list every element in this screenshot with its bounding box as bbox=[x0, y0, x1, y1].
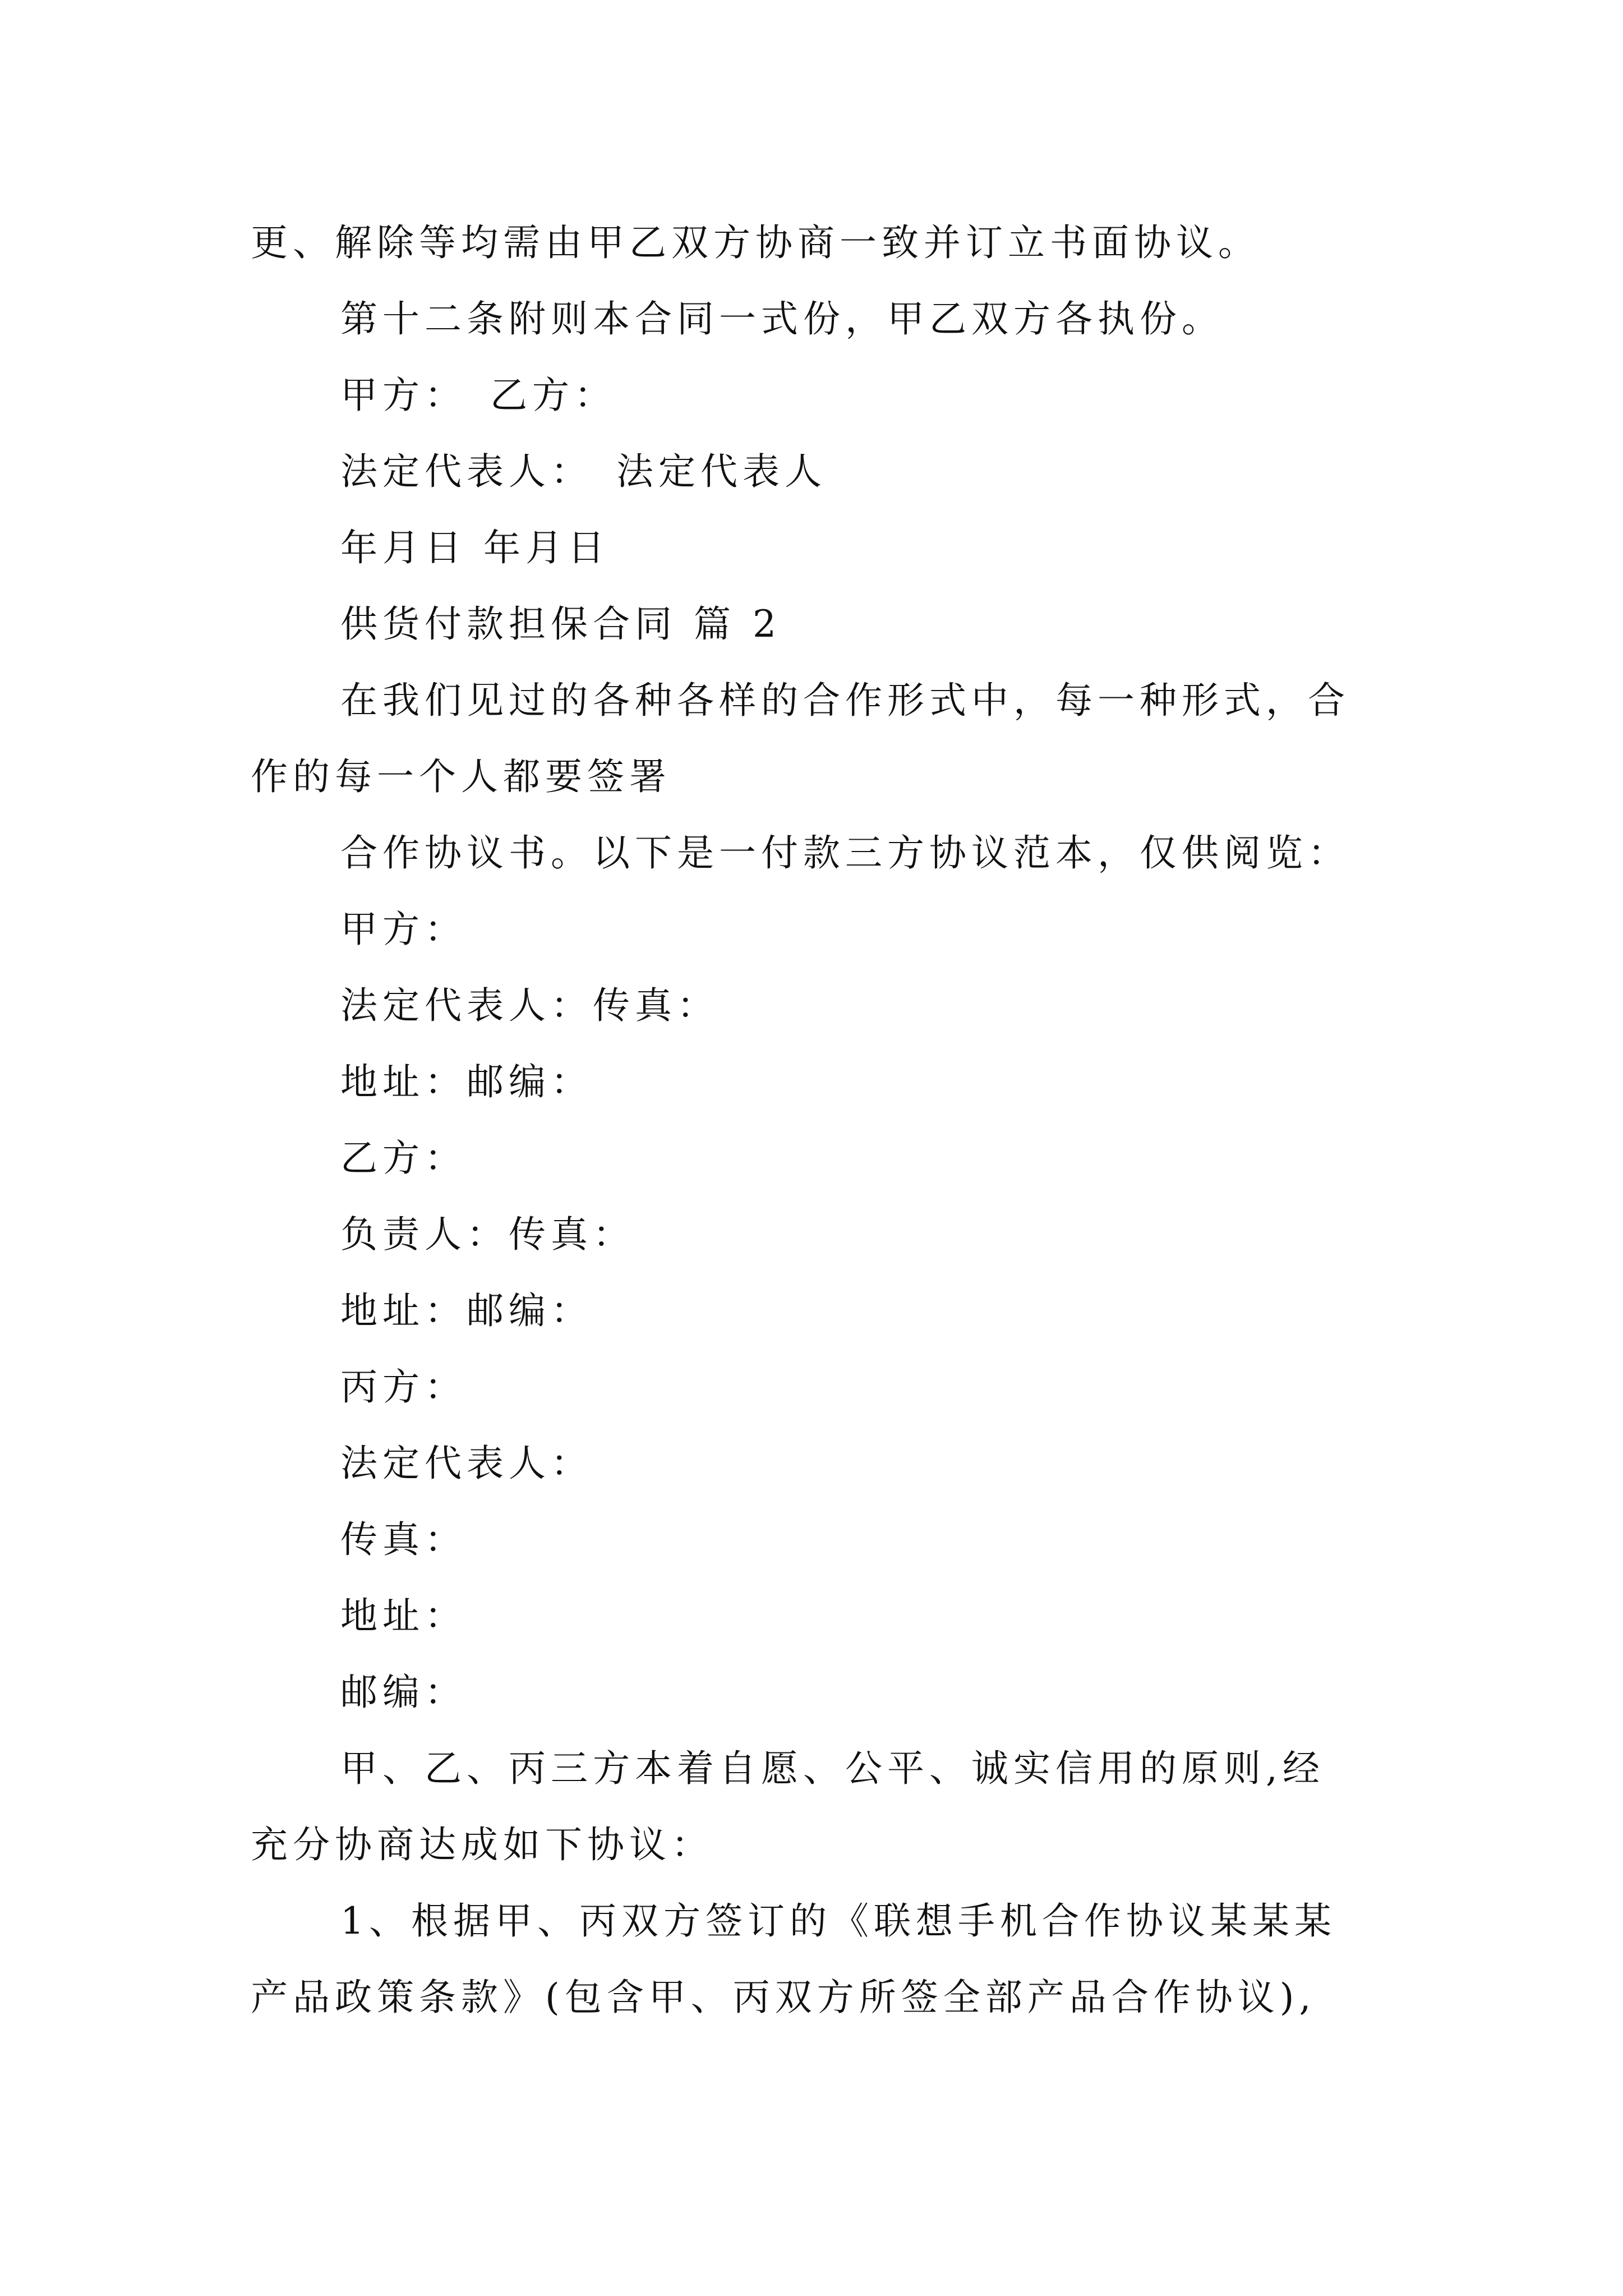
text-line: 甲、乙、丙三方本着自愿、公平、诚实信用的原则,经 bbox=[340, 1747, 1325, 1790]
document-body bbox=[251, 205, 1395, 2036]
text-line: 地址：邮编： bbox=[340, 1289, 593, 1332]
text-line: 丙方： bbox=[340, 1365, 467, 1409]
text-line: 乙方： bbox=[340, 1137, 467, 1180]
text-line: 供货付款担保合同 篇 2 bbox=[340, 602, 781, 646]
text-line: 更、解除等均需由甲乙双方协商一致并订立书面协议。 bbox=[251, 221, 1260, 264]
text-line: 传真： bbox=[340, 1518, 467, 1561]
text-line: 年月日 年月日 bbox=[340, 526, 610, 569]
text-line: 1、根据甲、丙双方签订的《联想手机合作协议某某某 bbox=[340, 1899, 1336, 1943]
text-line: 地址： bbox=[340, 1594, 467, 1637]
text-line: 地址：邮编： bbox=[340, 1060, 593, 1103]
text-line: 法定代表人：传真： bbox=[340, 984, 719, 1027]
text-line: 甲方： bbox=[340, 908, 467, 951]
text-line: 甲方： 乙方： bbox=[340, 374, 616, 417]
text-line: 作的每一个人都要签署 bbox=[251, 755, 671, 798]
text-line: 负责人：传真： bbox=[340, 1213, 635, 1256]
text-line: 在我们见过的各种各样的合作形式中，每一种形式，合 bbox=[340, 679, 1350, 722]
text-line: 充分协商达成如下协议： bbox=[251, 1823, 713, 1866]
text-line: 法定代表人： bbox=[340, 1442, 593, 1485]
text-line: 产品政策条款》(包含甲、丙双方所签全部产品合作协议), bbox=[251, 1976, 1316, 2019]
text-line: 邮编： bbox=[340, 1671, 467, 1714]
text-line: 合作协议书。以下是一付款三方协议范本，仅供阅览： bbox=[340, 831, 1350, 875]
text-line: 第十二条附则本合同一式份，甲乙双方各执份。 bbox=[340, 297, 1224, 341]
text-line: 法定代表人： 法定代表人 bbox=[340, 450, 827, 493]
